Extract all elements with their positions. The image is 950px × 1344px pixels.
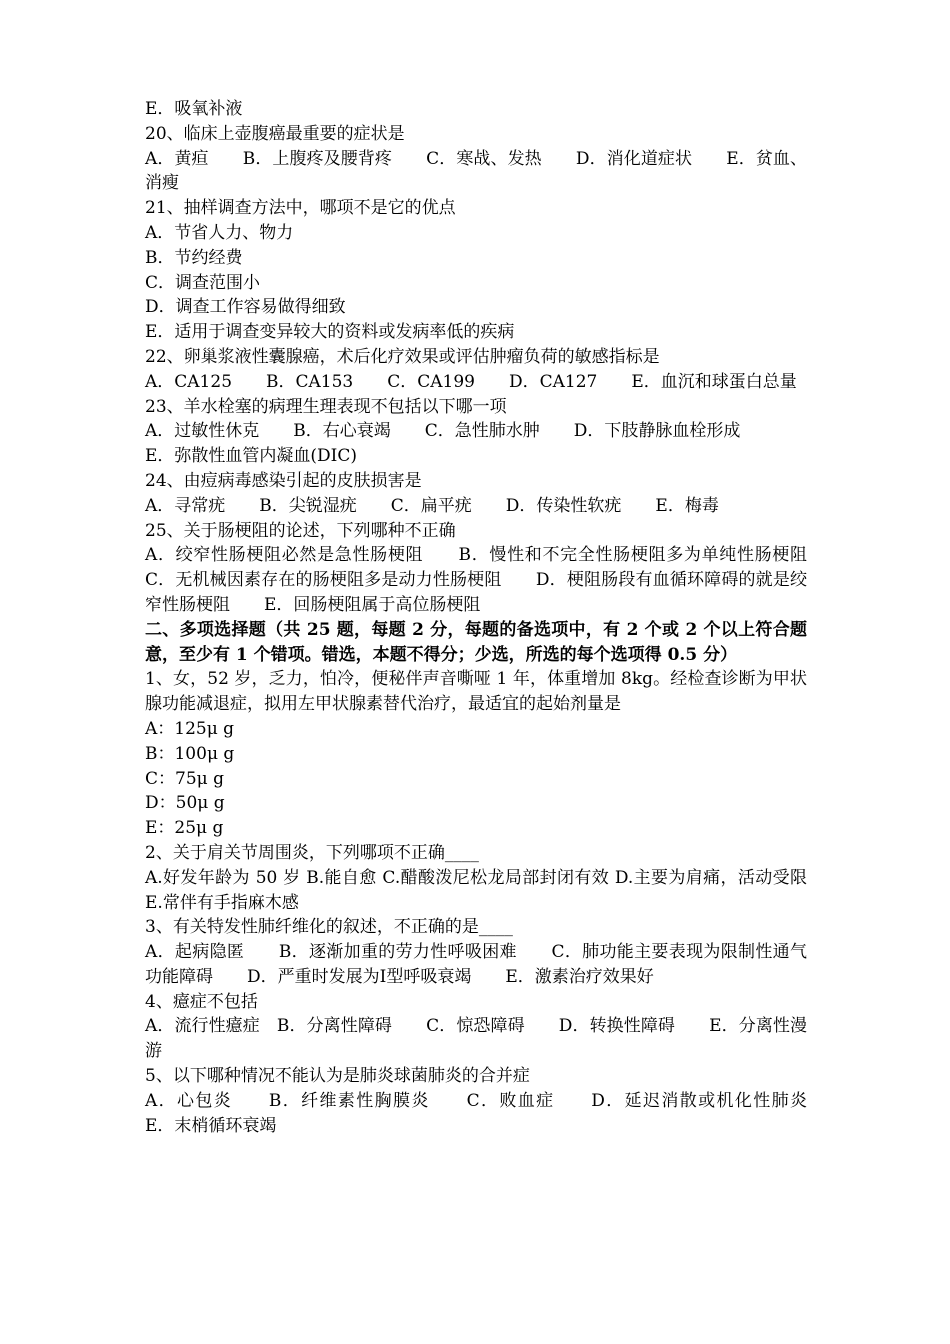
question-line: 5、以下哪种情况不能认为是肺炎球菌肺炎的合并症 [145, 1066, 530, 1087]
option-line: A．心包炎 B．纤维素性胸膜炎 C．败血症 D．延迟消散或机化性肺炎 E．末梢循环衰竭 [145, 1090, 841, 1136]
option-line: A．节省人力、物力 [145, 222, 294, 243]
question-line: 24、由痘病毒感染引起的皮肤损害是 [145, 470, 422, 491]
question-line: 25、关于肠梗阻的论述，下列哪种不正确 [145, 520, 456, 541]
section-heading: 二、多项选择题（共 25 题，每题 2 分，每题的备选项中，有 2 个或 2 个以上符合题意，至少有 1 个错项。错选，本题不得分；少选，所选的每个选项得 0.5 分） [145, 619, 807, 665]
question-line: 4、癔症不包括 [145, 991, 258, 1012]
option-line: D：50μ g [145, 793, 225, 814]
page-body [145, 97, 841, 1138]
option-line: A．过敏性休克 B．右心衰竭 C．急性肺水肿 D．下肢静脉血栓形成 [145, 421, 741, 442]
option-line: A：125μ g [145, 718, 235, 739]
question-line: 2、关于肩关节周围炎，下列哪项不正确____ [145, 842, 479, 863]
question-line: 22、卵巢浆液性囊腺癌，术后化疗效果或评估肿瘤负荷的敏感指标是 [145, 346, 660, 367]
option-line: E．弥散性血管内凝血(DIC) [145, 446, 358, 467]
question-line: 3、有关特发性肺纤维化的叙述，不正确的是____ [145, 917, 513, 938]
option-line: A．黄疸 B．上腹疼及腰背疼 C．寒战、发热 D．消化道症状 E．贫血、消瘦 [145, 148, 807, 194]
option-line: A．流行性癔症 B．分离性障碍 C．惊恐障碍 D．转换性障碍 E．分离性漫游 [145, 1016, 807, 1062]
option-line: C．调查范围小 [145, 272, 261, 293]
option-line: B：100μ g [145, 743, 235, 764]
question-line: 21、抽样调查方法中，哪项不是它的优点 [145, 198, 456, 219]
option-line: A．CA125 B．CA153 C．CA199 D．CA127 E．血沉和球蛋白总量 [145, 371, 797, 392]
option-line: B．节约经费 [145, 247, 243, 268]
option-line: A．绞窄性肠梗阻必然是急性肠梗阻 B．慢性和不完全性肠梗阻多为单纯性肠梗阻 C．无机械因素存在的肠梗阻多是动力性肠梗阻 D．梗阻肠段有血循环障碍的就是绞窄性肠梗阻 E．回肠梗阻属于高位肠梗阻 [145, 545, 841, 615]
option-line: A.好发年龄为 50 岁 B.能自愈 C.醋酸泼尼松龙局部封闭有效 D.主要为肩痛，活动受限 E.常伴有手指麻木感 [145, 867, 807, 913]
question-line: 1、女，52 岁，乏力，怕冷，便秘伴声音嘶哑 1 年，体重增加 8kg。经检查诊断为甲状腺功能减退症，拟用左甲状腺素替代治疗，最适宜的起始剂量是 [145, 669, 807, 715]
option-line: A．起病隐匿 B．逐渐加重的劳力性呼吸困难 C．肺功能主要表现为限制性通气功能障碍 D．严重时发展为Ⅰ型呼吸衰竭 E．激素治疗效果好 [145, 942, 807, 987]
option-line: C：75μ g [145, 768, 224, 789]
option-line: E．适用于调查变异较大的资料或发病率低的疾病 [145, 322, 515, 343]
option-line: A．寻常疣 B．尖锐湿疣 C．扁平疣 D．传染性软疣 E．梅毒 [145, 495, 719, 516]
question-line: 20、临床上壶腹癌最重要的症状是 [145, 123, 405, 144]
option-line: E：25μ g [145, 818, 224, 839]
question-line: 23、羊水栓塞的病理生理表现不包括以下哪一项 [145, 396, 507, 417]
option-line: D．调查工作容易做得细致 [145, 297, 346, 318]
option-line: E．吸氧补液 [145, 99, 243, 119]
